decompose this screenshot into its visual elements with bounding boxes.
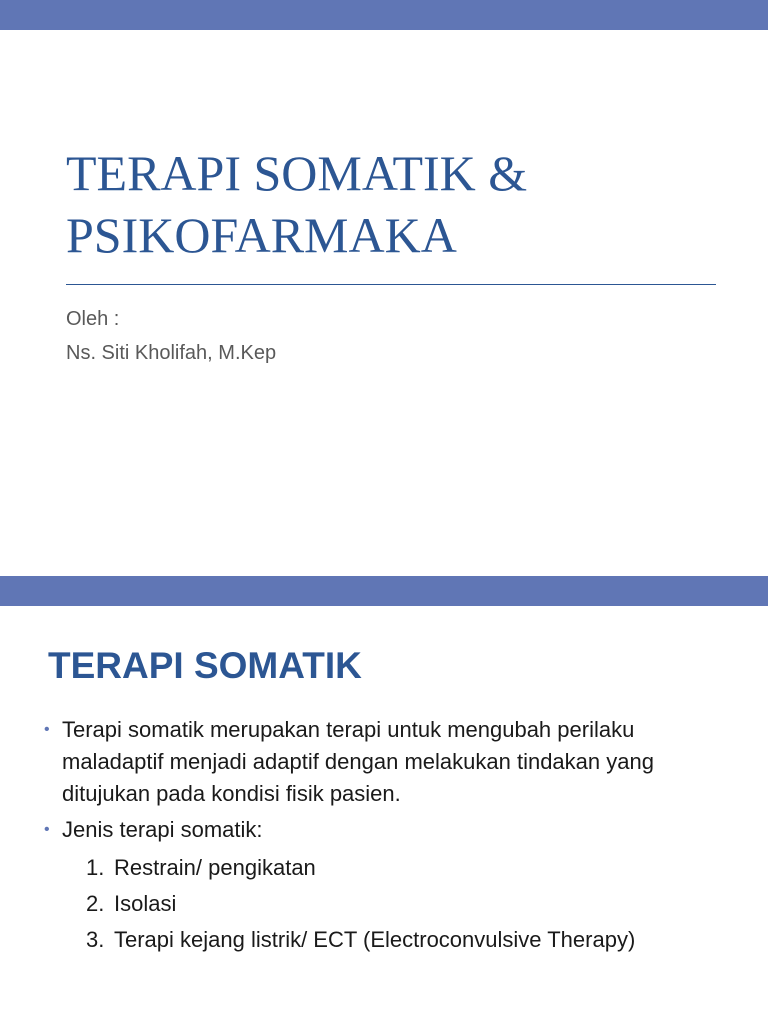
slide-title-line-1: TERAPI SOMATIK & xyxy=(66,145,528,201)
slide-title-line-2: PSIKOFARMAKA xyxy=(66,207,457,263)
bullet-item xyxy=(44,714,734,810)
slide-heading: TERAPI SOMATIK xyxy=(48,645,362,686)
slide-body xyxy=(44,714,734,958)
item-text: Isolasi xyxy=(114,891,177,916)
numbered-list xyxy=(44,850,734,958)
slide-accent-bar xyxy=(0,576,768,606)
bullet-text: Jenis terapi somatik: xyxy=(62,817,263,842)
subtitle-by-label: Oleh : xyxy=(66,308,120,330)
item-text: Terapi kejang listrik/ ECT (Electroconvulsive Therapy) xyxy=(114,927,636,952)
slide-accent-bar xyxy=(0,0,768,30)
numbered-item xyxy=(86,922,734,958)
author-name: Ns. Siti Kholifah, M.Kep xyxy=(66,342,277,364)
slide-title xyxy=(66,142,726,266)
title-divider xyxy=(66,284,716,285)
numbered-item xyxy=(86,850,734,886)
item-number: 1. xyxy=(86,855,105,880)
bullet-item xyxy=(44,814,734,846)
numbered-item xyxy=(86,886,734,922)
item-number: 2. xyxy=(86,891,105,916)
content-slide xyxy=(0,576,768,1024)
bullet-text: Terapi somatik merupakan terapi untuk mengubah perilaku maladaptif menjadi adaptif dengan melakukan tindakan yang ditujukan pada kondisi fisik pasien. xyxy=(62,717,654,806)
item-number: 3. xyxy=(86,927,105,952)
item-text: Restrain/ pengikatan xyxy=(114,855,316,880)
slide-subtitle xyxy=(66,302,276,370)
bullet-marker: • xyxy=(44,821,50,838)
bullet-marker: • xyxy=(44,721,50,738)
